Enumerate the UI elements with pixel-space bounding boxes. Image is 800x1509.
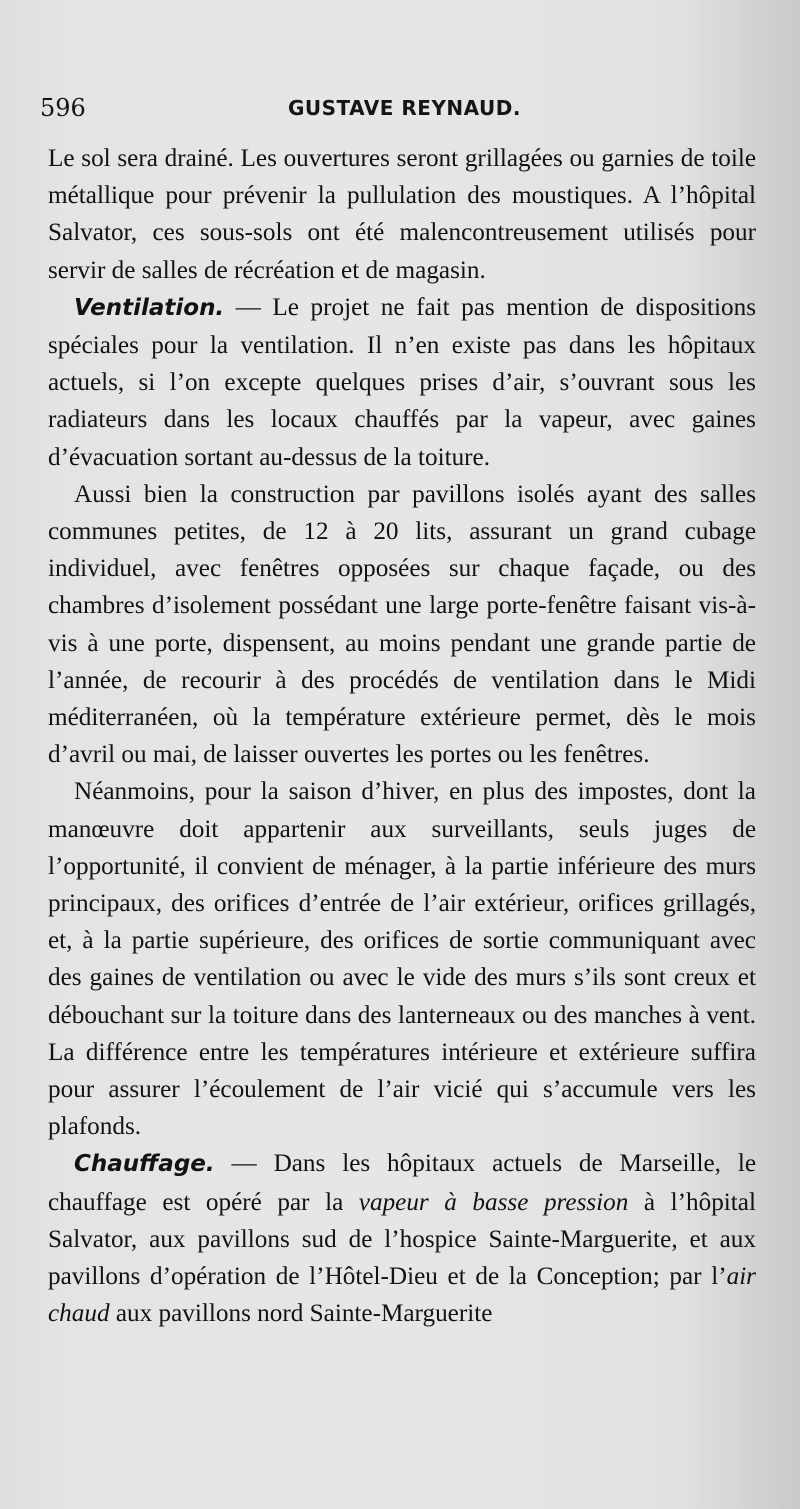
page-number: 596: [40, 94, 86, 122]
paragraph-heating-text-b: à l’hôpital Salvator, aux pavillons sud de l’hospice Sainte-Marguerite, et aux pavillons d’opération de l’Hôtel-Dieu et de la Conception; par l’: [48, 1188, 756, 1291]
emphasis-low-pressure-steam: vapeur à basse pression: [358, 1188, 629, 1216]
paragraph-heating-text-c: aux pavillons nord Sainte-Marguerite: [109, 1300, 493, 1328]
body-text: [48, 140, 756, 1333]
paragraph-heating: [48, 1145, 756, 1332]
paragraph-winter: [48, 773, 756, 1145]
section-title-ventilation: Ventilation.: [74, 294, 225, 321]
section-title-heating: Chauffage.: [74, 1151, 215, 1178]
emphasis-hot-air: air chaud: [48, 1263, 756, 1328]
paragraph-pavilions-text: Aussi bien la construction par pavillons isolés ayant des salles communes petites, de 12 à 20 lits, assurant un grand cubage individuel, avec fenêtres opposées sur chaque façade, ou des chambres d’isolement possédant une large porte-fenêtre faisant vis-à-vis à une porte, dispensent, au moins pendant une grande partie de l’année, de recourir à des procédés de ventilation dans le Midi méditerranéen, où la température extérieure permet, dès le mois d’avril ou mai, de laisser ouvertes les portes ou les fenêtres.: [48, 480, 756, 769]
running-title: GUSTAVE REYNAUD.: [288, 96, 521, 120]
running-head: [40, 94, 748, 122]
paragraph-ventilation-text: — Le projet ne fait pas mention de dispositions spéciales pour la ventilation. Il n’en existe pas dans les hôpitaux actuels, si l’on excepte quelques prises d’air, s’ouvrant sous les radiateurs dans les locaux chauffés par la vapeur, avec gaines d’évacuation sortant au-dessus de la toiture.: [48, 293, 756, 471]
paragraph-pavilions: [48, 476, 756, 774]
paragraph-winter-text: Néanmoins, pour la saison d’hiver, en plus des impostes, dont la manœuvre doit appartenir aux surveillants, seuls juges de l’opportunité, il convient de ménager, à la partie inférieure des murs principaux, des orifices d’entrée de l’air extérieur, orifices grillagés, et, à la partie supérieure, des orifices de sortie communiquant avec des gaines de ventilation ou avec le vide des murs s’ils sont creux et débouchant sur la toiture dans des lanterneaux ou des manches à vent. La différence entre les températures intérieure et extérieure suffira pour assurer l’écoulement de l’air vicié qui s’accumule vers les plafonds.: [48, 778, 756, 1141]
paragraph-drainage-text: Le sol sera drainé. Les ouvertures seront grillagées ou garnies de toile métallique pour prévenir la pullulation des moustiques. A l’hôpital Salvator, ces sous-sols ont été malencontreusement utilisés pour servir de salles de récréation et de magasin.: [48, 145, 756, 284]
paragraph-heating-text-a: — Dans les hôpitaux actuels de Marseille, le chauffage est opéré par la: [48, 1150, 756, 1216]
paragraph-ventilation: [48, 289, 756, 476]
paragraph-drainage: [48, 140, 756, 289]
